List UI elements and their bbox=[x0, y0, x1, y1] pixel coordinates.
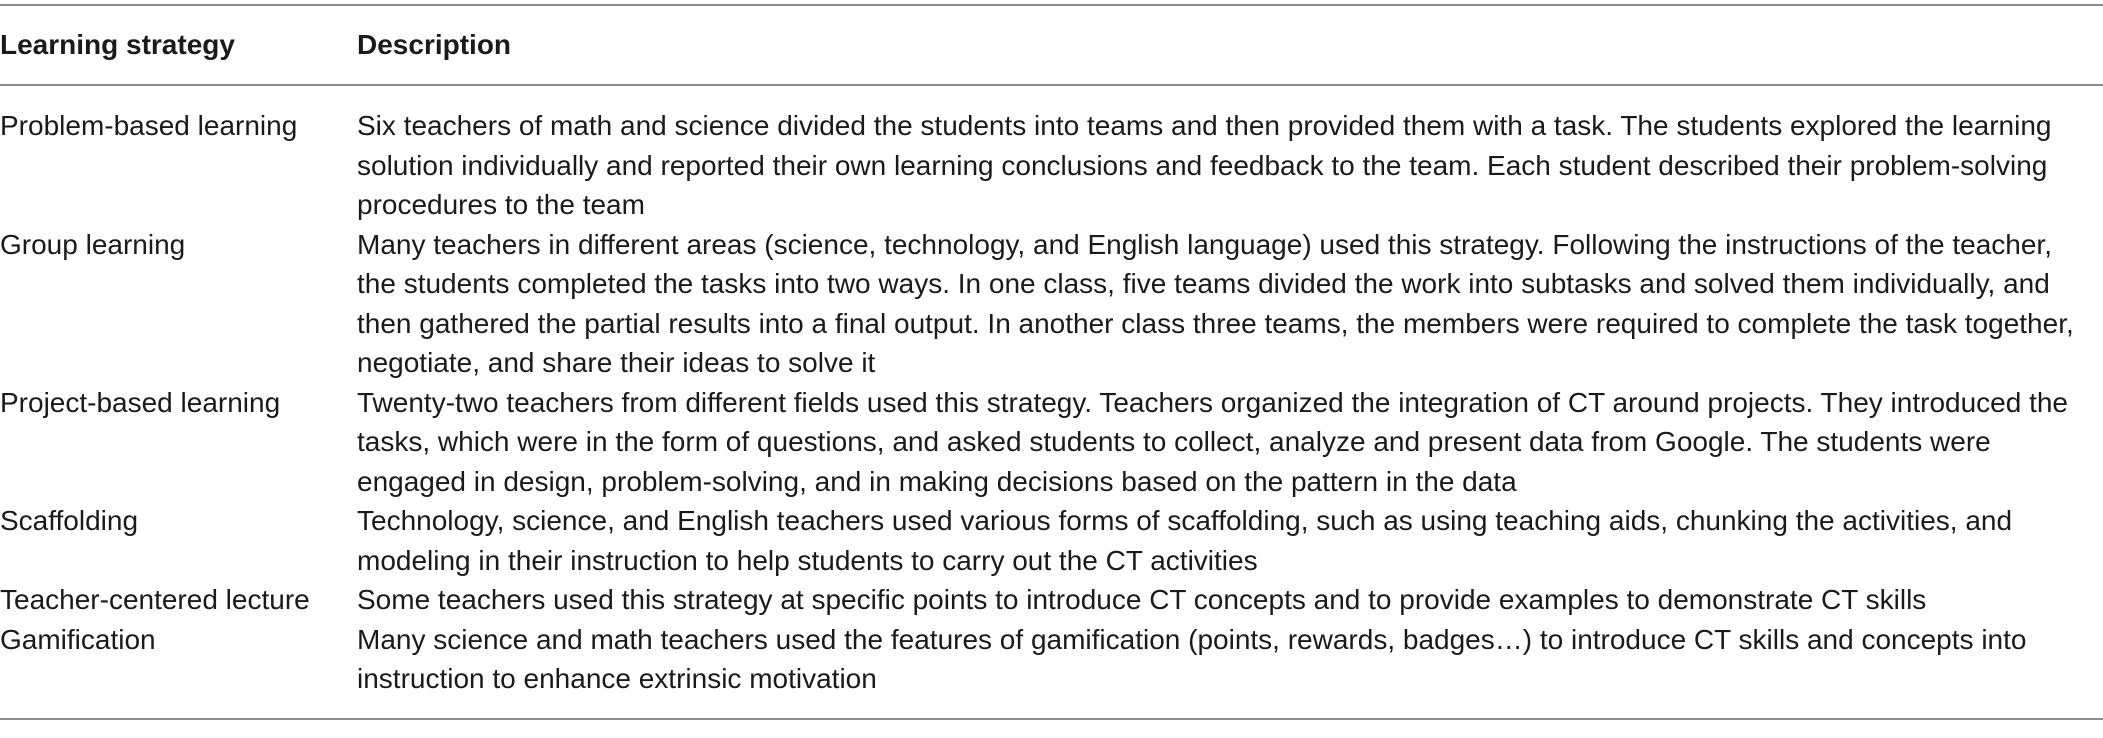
table-top-rule bbox=[0, 4, 2103, 6]
strategy-cell: Gamification bbox=[0, 623, 156, 655]
table-row bbox=[0, 580, 2103, 620]
strategy-cell: Group learning bbox=[0, 228, 186, 260]
description-cell: Technology, science, and English teachers used various forms of scaffolding, such as using teaching aids, chunking the activities, and modeling in their instruction to help students to carry out the CT activities bbox=[357, 505, 2013, 576]
table-body bbox=[0, 106, 2103, 699]
strategy-cell: Problem-based learning bbox=[0, 110, 298, 141]
table-row bbox=[0, 225, 2103, 383]
table-header-rule bbox=[0, 84, 2103, 86]
strategy-cell: Scaffolding bbox=[0, 505, 139, 536]
description-cell: Many science and math teachers used the features of gamification (points, rewards, badges…) to introduce CT skills and concepts into instruction to enhance extrinsic motivation bbox=[357, 623, 2027, 694]
header-description: Description bbox=[357, 29, 512, 60]
strategy-cell: Project-based learning bbox=[0, 386, 281, 418]
description-cell: Some teachers used this strategy at specific points to introduce CT concepts and to provide examples to demonstrate CT skills bbox=[357, 584, 1927, 615]
table-row bbox=[0, 106, 2103, 225]
header-learning-strategy: Learning strategy bbox=[0, 29, 235, 60]
description-cell: Six teachers of math and science divided the students into teams and then provided them with a task. The students explored the learning solution individually and reported their own learning conclusions and feedback to the team. Each student described their problem-solving procedures to the team bbox=[357, 110, 2052, 220]
description-cell: Twenty-two teachers from different fields used this strategy. Teachers organized the integration of CT around projects. They introduced the tasks, which were in the form of questions, and asked students to collect, analyze and present data from Google. The students were engaged in design, problem-solving, and in making decisions based on the pattern in the data bbox=[357, 386, 2069, 497]
description-cell: Many teachers in different areas (science, technology, and English language) used this strategy. Following the instructions of the teacher, the students completed the tasks into two ways. In one class, five teams divided the work into subtasks and solved them individually, and then gathered the partial results into a final output. In another class three teams, the members were required to complete the task together, negotiate, and share their ideas to solve it bbox=[357, 228, 2074, 378]
table-row bbox=[0, 620, 2103, 699]
table-bottom-rule bbox=[0, 718, 2103, 720]
table-row bbox=[0, 383, 2103, 502]
strategy-cell: Teacher-centered lecture bbox=[0, 584, 310, 615]
table-row bbox=[0, 501, 2103, 580]
